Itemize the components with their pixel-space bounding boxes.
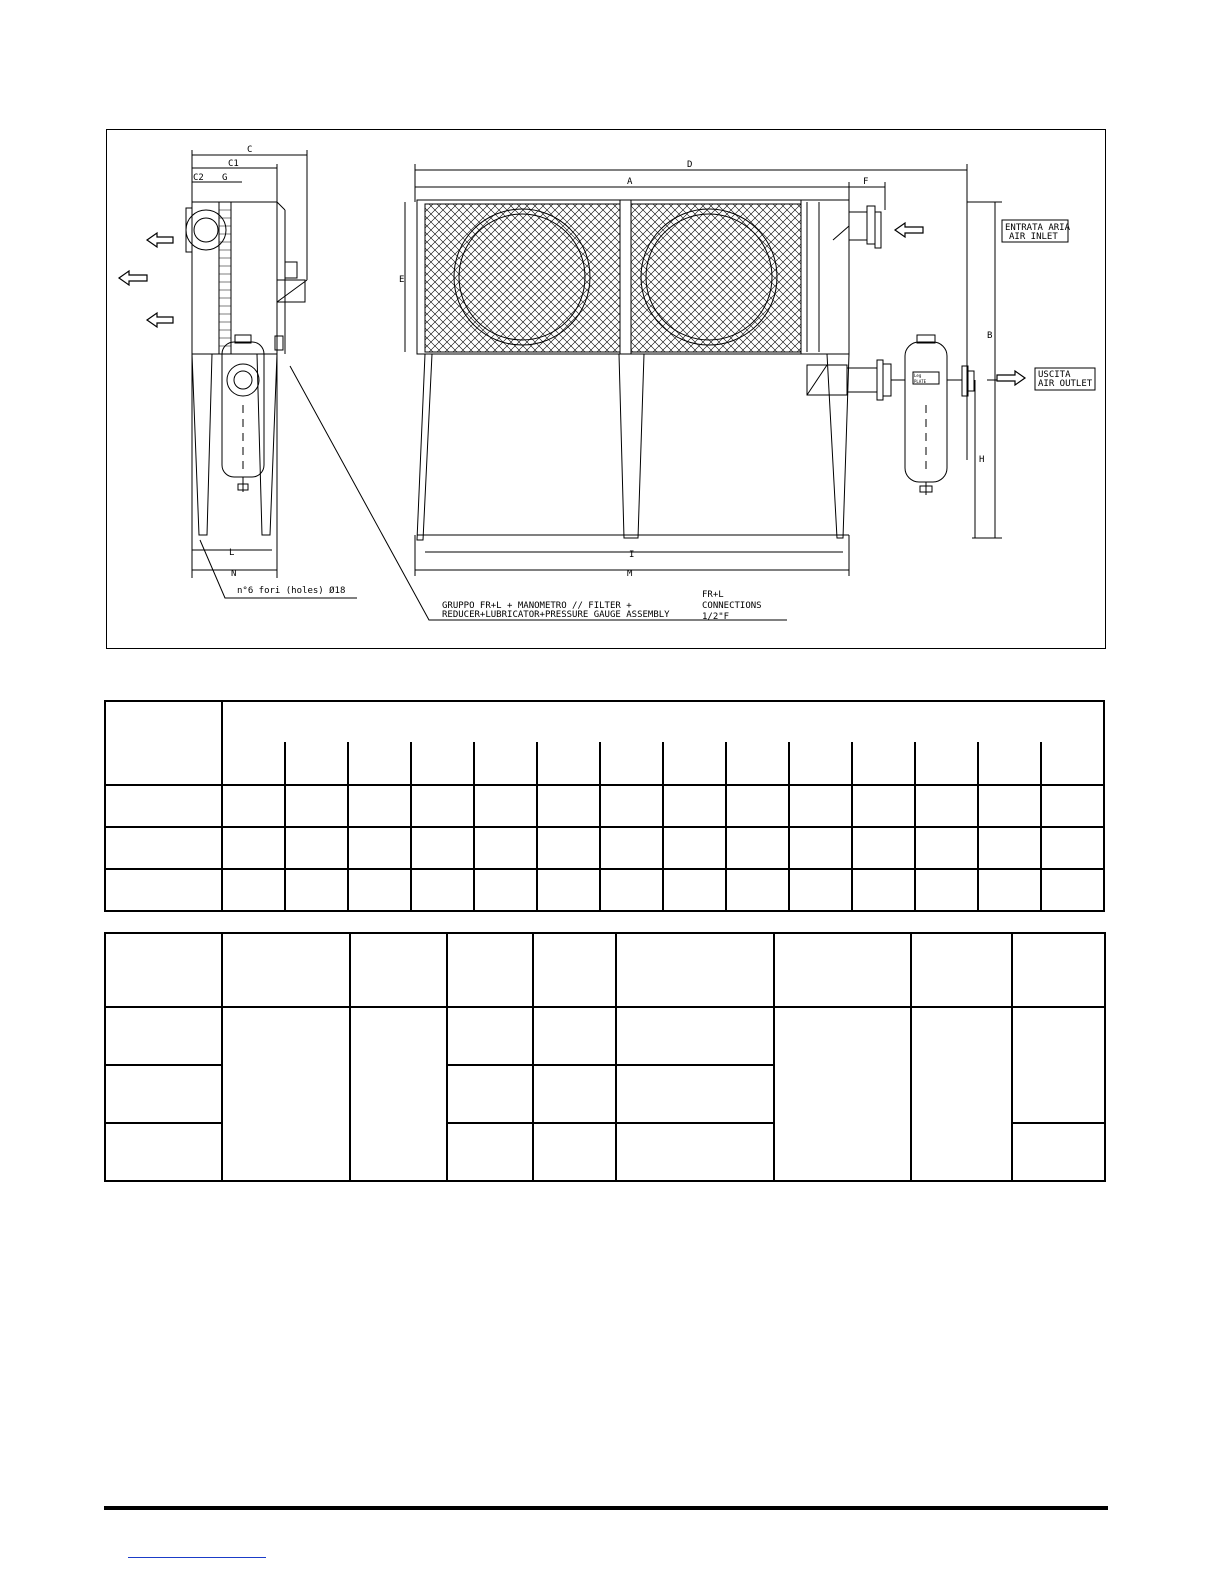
- connections-line2: CONNECTIONS: [702, 601, 762, 611]
- outlet-label-en: AIR OUTLET: [1038, 379, 1093, 389]
- technical-drawing: [106, 129, 1106, 649]
- connections-line1: FR+L: [702, 590, 724, 600]
- dim-h: H: [979, 455, 985, 465]
- gauge-text-1: Leg: [914, 373, 922, 378]
- dim-m: M: [627, 569, 633, 579]
- dim-c1: C1: [228, 159, 239, 169]
- table-row: [105, 785, 1104, 827]
- outlet-label-it: USCITA: [1038, 370, 1071, 380]
- table-row: [105, 1007, 1105, 1065]
- dim-l: L: [229, 548, 235, 558]
- dim-c: C: [247, 145, 253, 155]
- inlet-label-it: ENTRATA ARIA: [1005, 223, 1071, 233]
- dim-b: B: [987, 331, 993, 341]
- table-row: [105, 869, 1104, 911]
- air-outlet-arrows: [119, 233, 173, 327]
- footer-rule: [104, 1506, 1108, 1510]
- inlet-outlet-arrows: [895, 223, 1025, 385]
- inlet-label-en: AIR INLET: [1009, 232, 1058, 242]
- header-model-cell: [105, 701, 222, 785]
- table-row: [105, 827, 1104, 869]
- dim-i: I: [629, 550, 635, 560]
- dim-a: A: [627, 177, 633, 187]
- header-dimensions-cell: [222, 701, 1104, 785]
- dim-g: G: [222, 173, 228, 183]
- connections-line3: 1/2"F: [702, 612, 730, 622]
- dim-e: E: [399, 275, 405, 285]
- assembly-note-line2: REDUCER+LUBRICATOR+PRESSURE GAUGE ASSEMBLY: [442, 610, 670, 620]
- footer-link-underline[interactable]: [128, 1557, 266, 1558]
- dim-c2: C2: [193, 173, 204, 183]
- drawing-canvas: [107, 130, 1107, 650]
- assembly-note-line1: GRUPPO FR+L + MANOMETRO // FILTER +: [442, 601, 632, 611]
- holes-note: n°6 fori (holes) Ø18: [237, 586, 346, 596]
- dim-n: N: [231, 569, 237, 579]
- dimensions-table: [104, 700, 1105, 912]
- dim-f: F: [863, 177, 869, 187]
- table-header-row: [105, 933, 1105, 1007]
- dim-d: D: [687, 160, 693, 170]
- specifications-table: [104, 932, 1106, 1182]
- table-header-row: [105, 701, 1104, 785]
- gauge-text-2: PLATE: [914, 379, 927, 384]
- front-view: [405, 164, 1002, 576]
